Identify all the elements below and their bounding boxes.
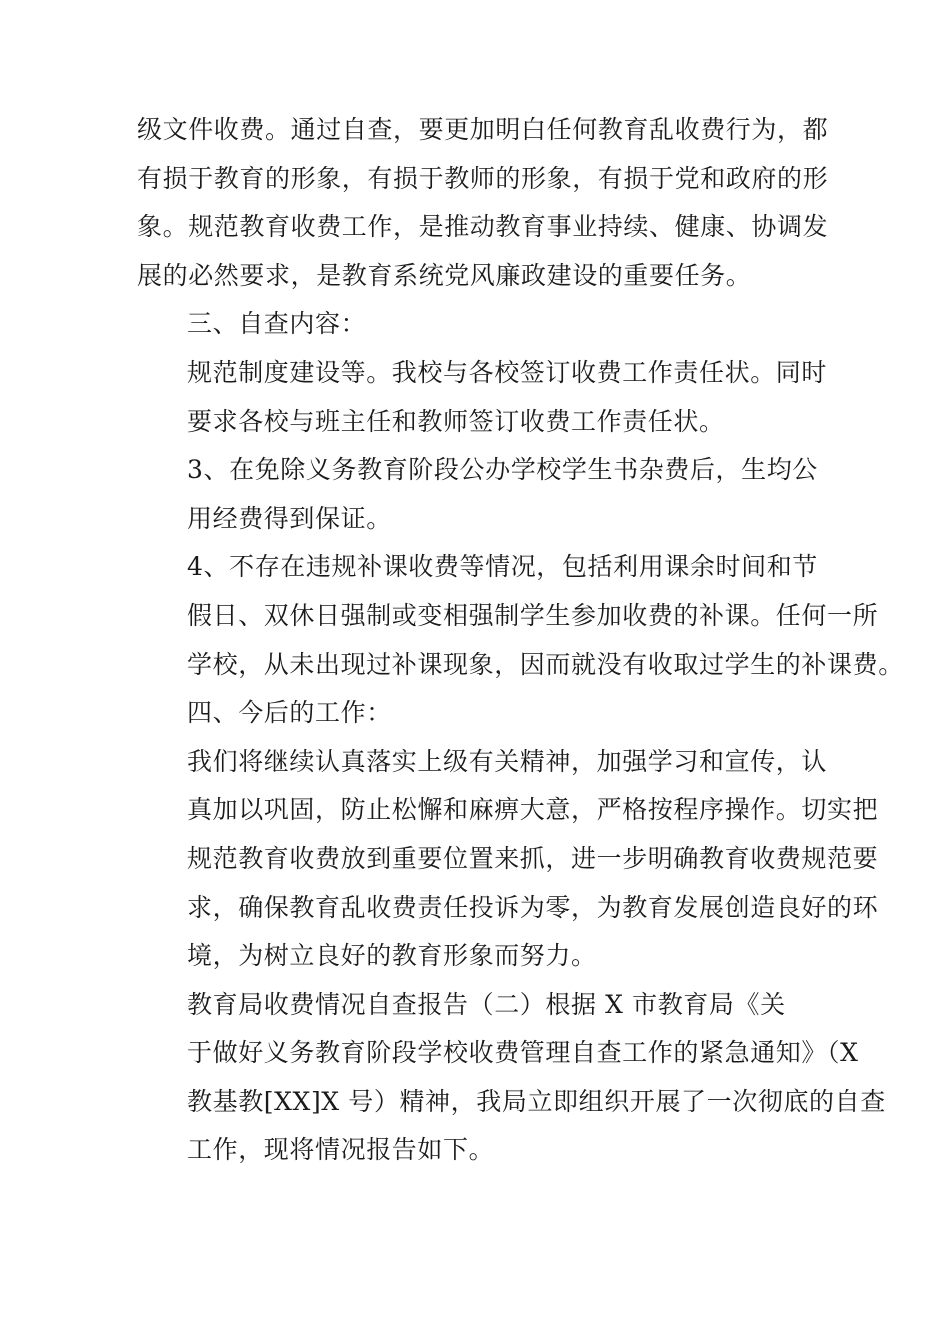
text-line: 工作，现将情况报告如下。 [187,1135,495,1165]
text-line: 级文件收费。通过自查，要更加明白任何教育乱收费行为，都 [137,115,829,144]
paragraph-item-4 [137,543,904,689]
section-heading-future-work [137,689,837,738]
paragraph-report-two-intro [137,981,886,1175]
text-line: 象。规范教育收费工作，是推动教育事业持续、健康、协调发 [137,212,829,242]
paragraph-future-work [137,738,879,981]
text-line: 用经费得到保证。 [187,503,392,533]
paragraph-responsibility-contracts [137,349,837,446]
text-line: 展的必然要求，是教育系统党风廉政建设的重要任务。 [137,260,752,290]
text-line: 教基教[XX]X 号）精神，我局立即组织开展了一次彻底的自查 [187,1086,886,1116]
text-line: 于做好义务教育阶段学校收费管理自查工作的紧急通知》（X [187,1038,859,1068]
text-line: 规范教育收费放到重要位置来抓，进一步明确教育收费规范要 [187,843,879,873]
paragraph-fee-purpose [137,106,837,300]
section-heading-self-check-content [137,300,837,349]
text-line: 4、不存在违规补课收费等情况，包括利用课余时间和节 [187,552,818,582]
text-line: 真加以巩固，防止松懈和麻痹大意，严格按程序操作。切实把 [187,795,879,825]
text-line: 要求各校与班主任和教师签订收费工作责任状。 [187,406,725,436]
text-line: 假日、双休日强制或变相强制学生参加收费的补课。任何一所 [187,600,879,630]
text-line: 教育局收费情况自查报告（二）根据 X 市教育局《关 [187,989,786,1019]
text-line: 求，确保教育乱收费责任投诉为零，为教育发展创造良好的环 [187,892,879,922]
text-line: 3、在免除义务教育阶段公办学校学生书杂费后，生均公 [187,455,818,485]
text-line: 学校，从未出现过补课现象，因而就没有收取过学生的补课费。 [187,649,904,679]
text-line: 三、自查内容： [187,309,367,339]
text-line: 四、今后的工作： [187,698,392,728]
paragraph-item-3 [137,446,837,543]
document-body [137,106,904,1175]
text-line: 境，为树立良好的教育形象而努力。 [187,941,597,971]
text-line: 我们将继续认真落实上级有关精神，加强学习和宣传，认 [187,746,828,776]
text-line: 有损于教育的形象，有损于教师的形象，有损于党和政府的形 [137,163,829,193]
text-line: 规范制度建设等。我校与各校签订收费工作责任状。同时 [187,357,828,387]
